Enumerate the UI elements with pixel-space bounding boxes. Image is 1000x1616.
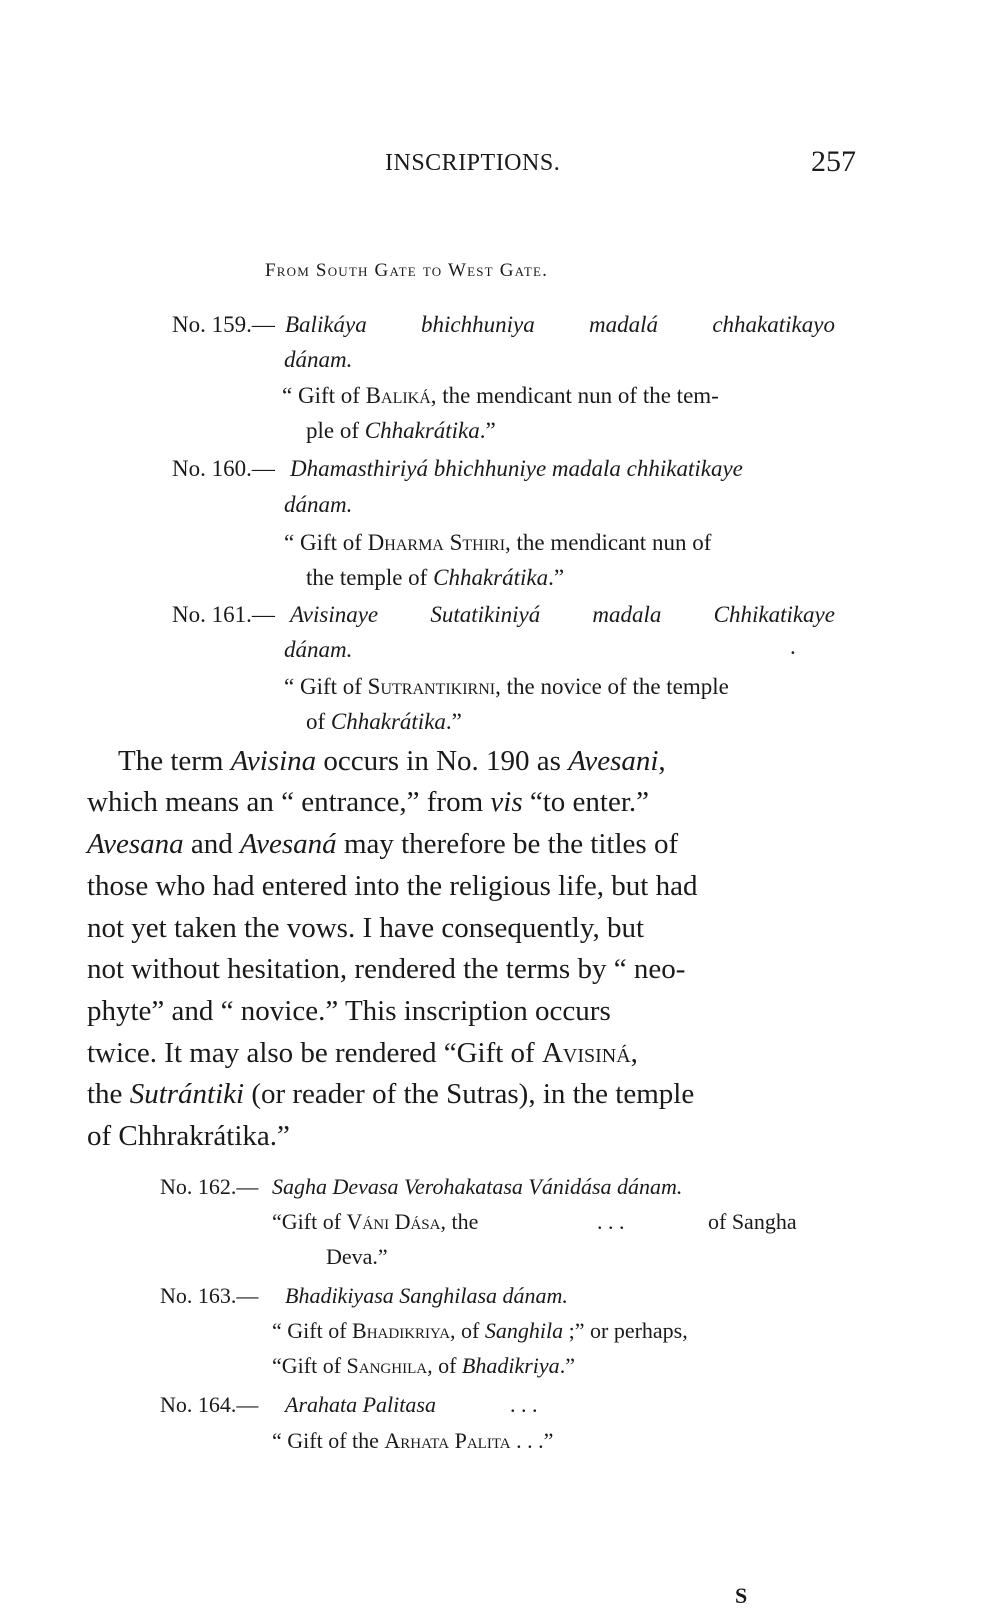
entry-161-text-line2 bbox=[284, 637, 352, 663]
entry-161-translation-line1 bbox=[284, 674, 729, 700]
entry-160-translation-line1 bbox=[284, 530, 711, 556]
entry-161-word: Chhikatikaye bbox=[713, 602, 835, 627]
quote-close: .” bbox=[479, 418, 496, 443]
donor-name: Arhata Palita bbox=[384, 1428, 511, 1453]
quote-close: .” bbox=[445, 709, 462, 734]
entry-159-number: No. 159.— bbox=[172, 312, 275, 337]
quote-open: “ Gift of bbox=[272, 1318, 353, 1343]
inscription-text: dánam. bbox=[284, 492, 353, 517]
entry-161-translation-line2 bbox=[306, 709, 462, 735]
paragraph-line-3 bbox=[87, 828, 678, 861]
paragraph-text: (or reader of the Sutras), in the temple bbox=[244, 1078, 695, 1110]
temple-name: Chhakrátika bbox=[433, 565, 549, 590]
translation-text: of bbox=[306, 709, 331, 734]
paragraph-text: may therefore be the titles of bbox=[336, 828, 679, 860]
paragraph-text: The term bbox=[118, 745, 231, 777]
paragraph-term: vis bbox=[490, 786, 523, 818]
entry-159-word: madalá bbox=[589, 312, 659, 337]
entry-159-word: bhichhuniya bbox=[421, 312, 535, 337]
paragraph-line-9 bbox=[87, 1078, 694, 1111]
translation-text: , the mendicant nun of bbox=[505, 530, 712, 555]
entry-159-translation-line1 bbox=[282, 383, 719, 409]
section-title: From South Gate to West Gate. bbox=[265, 260, 549, 281]
paragraph-term: Avesaná bbox=[240, 828, 337, 860]
donor-name: Dharma Sthiri bbox=[367, 530, 506, 555]
inscription-text: Dhamasthiriyá bhichhuniye madala chhikatikaye bbox=[290, 456, 743, 481]
entry-164-ellipsis: . . . bbox=[510, 1392, 538, 1417]
entry-160-text-line1 bbox=[290, 456, 743, 482]
entry-161-word: Sutatikiniyá bbox=[430, 602, 541, 627]
paragraph-text: twice. It may also be rendered “Gift of bbox=[87, 1037, 542, 1069]
entry-159-text-line2 bbox=[284, 347, 352, 373]
translation-text: , of bbox=[427, 1353, 462, 1378]
donor-name: Bhadikriya bbox=[352, 1318, 451, 1343]
entry-162-number: No. 162.— bbox=[160, 1174, 259, 1199]
donor-name: Sutrantikirni bbox=[367, 674, 496, 699]
paragraph-line-6: not without hesitation, rendered the terms by “ neo- bbox=[87, 953, 686, 985]
paragraph-line-10: of Chhrakrátika.” bbox=[87, 1120, 290, 1152]
paragraph-line-8 bbox=[87, 1037, 638, 1070]
paragraph-text: occurs in No. 190 as bbox=[316, 745, 569, 777]
paragraph-text: “to enter.” bbox=[522, 786, 650, 818]
quote-open: “ Gift of bbox=[284, 674, 368, 699]
paragraph-line-5: not yet taken the vows. I have consequently, but bbox=[87, 912, 645, 944]
translation-text: , the novice of the temple bbox=[495, 674, 729, 699]
entry-161-word: Avisinaye bbox=[290, 602, 379, 627]
entry-164-number: No. 164.— bbox=[160, 1392, 259, 1417]
entry-162-text bbox=[272, 1174, 682, 1200]
quote-open: “ Gift of bbox=[284, 530, 368, 555]
entry-159-word: dánam. bbox=[284, 347, 353, 372]
entry-164-translation bbox=[272, 1428, 553, 1454]
donor-name: Sanghila bbox=[346, 1353, 428, 1378]
entry-163-translation-line1 bbox=[272, 1318, 688, 1344]
entry-161-text-line1 bbox=[290, 602, 835, 628]
translation-text: , the mendicant nun of the tem- bbox=[430, 383, 719, 408]
paragraph-text: , bbox=[658, 745, 666, 777]
temple-name: Chhakrátika bbox=[364, 418, 480, 443]
entry-162-translation-end: of Sangha bbox=[708, 1209, 797, 1234]
entry-160-text-line2 bbox=[284, 492, 352, 518]
entry-159-word: Balikáya bbox=[285, 312, 367, 337]
inscription-text: Sagha Devasa Verohakatasa Vánidása dánam. bbox=[272, 1174, 683, 1199]
entry-162-translation-line1 bbox=[272, 1209, 478, 1235]
running-heading: INSCRIPTIONS. bbox=[385, 150, 561, 176]
donor-name: Avisiná bbox=[541, 1037, 631, 1069]
entry-162-ellipsis: . . . bbox=[597, 1209, 625, 1234]
paragraph-text: and bbox=[183, 828, 241, 860]
donor-name-italic: Sanghila bbox=[484, 1318, 564, 1343]
entry-163-number: No. 163.— bbox=[160, 1283, 259, 1308]
donor-name-italic: Bhadikriya bbox=[461, 1353, 560, 1378]
paragraph-text: the bbox=[87, 1078, 130, 1110]
paragraph-text: which means an “ entrance,” from bbox=[87, 786, 491, 818]
entry-161-word: madala bbox=[592, 602, 662, 627]
stray-dot: . bbox=[790, 634, 796, 659]
entry-164-text bbox=[285, 1392, 436, 1418]
entry-161-number: No. 161.— bbox=[172, 602, 275, 627]
donor-name: Váni Dása bbox=[346, 1209, 441, 1234]
entry-159-translation-line2 bbox=[306, 418, 496, 444]
entry-162-translation-line2: Deva.” bbox=[326, 1244, 388, 1269]
temple-name: Chhakrátika bbox=[330, 709, 446, 734]
quote-open: “ Gift of the bbox=[272, 1428, 385, 1453]
translation-text: ;” or perhaps, bbox=[563, 1318, 688, 1343]
entry-160-number: No. 160.— bbox=[172, 456, 275, 481]
paragraph-text: , bbox=[630, 1037, 638, 1069]
entry-163-text bbox=[285, 1283, 568, 1309]
translation-text: , of bbox=[450, 1318, 485, 1343]
entry-163-translation-line2 bbox=[272, 1353, 575, 1379]
signature-mark: S bbox=[735, 1583, 748, 1608]
paragraph-term: Sutrántiki bbox=[129, 1078, 245, 1110]
paragraph-term: Avesana bbox=[87, 828, 184, 860]
quote-open: “ Gift of bbox=[282, 383, 366, 408]
inscription-text: Bhadikiyasa Sanghilasa dánam. bbox=[285, 1283, 568, 1308]
entry-161-word: dánam. bbox=[284, 637, 353, 662]
paragraph-line-1 bbox=[118, 745, 836, 778]
paragraph-line-2 bbox=[87, 786, 649, 819]
paragraph-line-7: phyte” and “ novice.” This inscription occurs bbox=[87, 995, 611, 1027]
translation-text: the temple of bbox=[306, 565, 434, 590]
paragraph-term: Avesani bbox=[568, 745, 659, 777]
quote-open: “Gift of bbox=[272, 1353, 347, 1378]
quote-close: . . .” bbox=[510, 1428, 554, 1453]
entry-160-translation-line2 bbox=[306, 565, 564, 591]
paragraph-line-4: those who had entered into the religious life, but had bbox=[87, 870, 698, 902]
entry-159-text-line1 bbox=[285, 312, 835, 338]
paragraph-term: Avisina bbox=[230, 745, 317, 777]
translation-text: ple of bbox=[306, 418, 365, 443]
donor-name: Baliká bbox=[365, 383, 431, 408]
quote-close: .” bbox=[559, 1353, 575, 1378]
translation-text: , the bbox=[440, 1209, 479, 1234]
quote-close: .” bbox=[548, 565, 565, 590]
entry-159-word: chhakatikayo bbox=[712, 312, 835, 337]
page-number: 257 bbox=[811, 145, 856, 178]
inscription-text: Arahata Palitasa bbox=[285, 1392, 436, 1417]
quote-open: “Gift of bbox=[272, 1209, 347, 1234]
